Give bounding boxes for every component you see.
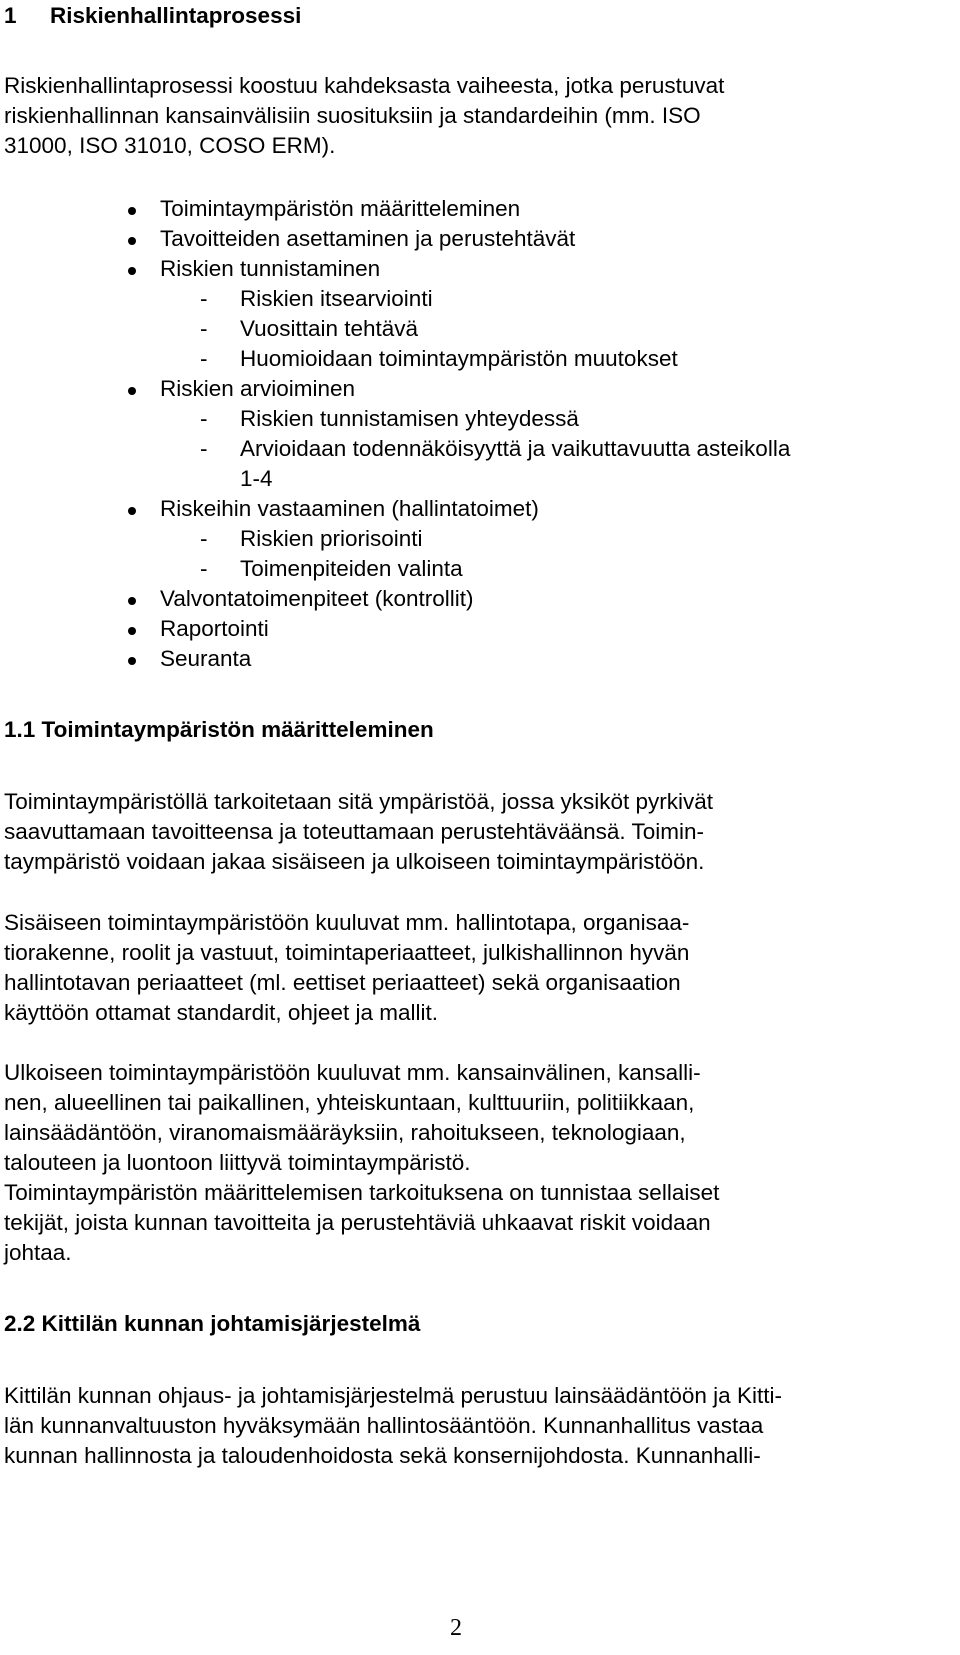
list-item: Toimintaympäristön määritteleminen [160,196,521,221]
paragraph-line: Toimintaympäristön määrittelemisen tarkoituksena on tunnistaa sellaiset [4,1180,720,1205]
paragraph-line: län kunnanvaltuuston hyväksymään hallintosääntöön. Kunnanhallitus vastaa [4,1413,764,1438]
paragraph-line: lainsäädäntöön, viranomaismääräyksiin, rahoitukseen, teknologiaan, [4,1120,686,1145]
intro-line: riskienhallinnan kansainvälisiin suosituksiin ja standardeihin (mm. ISO [4,103,701,128]
list-item: Valvontatoimenpiteet (kontrollit) [160,586,474,611]
sub-list-item-continuation: 1-4 [240,466,273,491]
bullet-icon [128,597,136,605]
dash-marker: - [200,406,208,431]
list-item: Tavoitteiden asettaminen ja perustehtävät [160,226,576,251]
intro-line: Riskienhallintaprosessi koostuu kahdeksasta vaiheesta, jotka perustuvat [4,73,725,98]
list-item: Raportointi [160,616,269,641]
intro-line: 31000, ISO 31010, COSO ERM). [4,133,336,158]
bullet-icon [128,237,136,245]
list-item: Seuranta [160,646,252,671]
dash-marker: - [200,316,208,341]
paragraph-line: Sisäiseen toimintaympäristöön kuuluvat mm. hallintotapa, organisaa- [4,910,690,935]
bullet-icon [128,387,136,395]
paragraph-line: nen, alueellinen tai paikallinen, yhteiskuntaan, kulttuuriin, politiikkaan, [4,1090,695,1115]
paragraph-line: talouteen ja luontoon liittyvä toimintaympäristö. [4,1150,471,1175]
paragraph-line: hallintotavan periaatteet (ml. eettiset periaatteet) sekä organisaation [4,970,681,995]
dash-marker: - [200,286,208,311]
bullet-icon [128,627,136,635]
bullet-icon [128,267,136,275]
sub-list-item: Riskien priorisointi [240,526,423,551]
paragraph-line: tiorakenne, roolit ja vastuut, toimintaperiaatteet, julkishallinnon hyvän [4,940,690,965]
paragraph-line: Ulkoiseen toimintaympäristöön kuuluvat mm. kansainvälinen, kansalli- [4,1060,701,1085]
paragraph-line: Kittilän kunnan ohjaus- ja johtamisjärjestelmä perustuu lainsäädäntöön ja Kitti- [4,1383,782,1408]
bullet-icon [128,657,136,665]
sub-list-item: Huomioidaan toimintaympäristön muutokset [240,346,678,371]
bullet-icon [128,207,136,215]
sub-list-item: Vuosittain tehtävä [240,316,419,341]
heading-title: Riskienhallintaprosessi [50,3,302,28]
paragraph-line: johtaa. [4,1240,72,1265]
sub-list-item: Riskien itsearviointi [240,286,433,311]
paragraph-line: käyttöön ottamat standardit, ohjeet ja mallit. [4,1000,438,1025]
paragraph-line: taympäristö voidaan jakaa sisäiseen ja ulkoiseen toimintaympäristöön. [4,849,705,874]
section-heading: 1.1 Toimintaympäristön määritteleminen [4,717,434,742]
page-number: 2 [450,1615,462,1641]
paragraph-line: Toimintaympäristöllä tarkoitetaan sitä ympäristöä, jossa yksiköt pyrkivät [4,789,714,814]
dash-marker: - [200,436,208,461]
paragraph-line: tekijät, joista kunnan tavoitteita ja perustehtäviä uhkaavat riskit voidaan [4,1210,711,1235]
paragraph-line: saavuttamaan tavoitteensa ja toteuttamaan perustehtäväänsä. Toimin- [4,819,705,844]
bullet-icon [128,507,136,515]
sub-list-item: Arvioidaan todennäköisyyttä ja vaikuttavuutta asteikolla [240,436,791,461]
dash-marker: - [200,526,208,551]
paragraph-line: kunnan hallinnosta ja taloudenhoidosta sekä konsernijohdosta. Kunnanhalli- [4,1443,761,1468]
sub-list-item: Toimenpiteiden valinta [240,556,463,581]
dash-marker: - [200,556,208,581]
heading-number: 1 [4,3,17,28]
list-item: Riskeihin vastaaminen (hallintatoimet) [160,496,539,521]
section-heading: 2.2 Kittilän kunnan johtamisjärjestelmä [4,1311,421,1336]
sub-list-item: Riskien tunnistamisen yhteydessä [240,406,579,431]
list-item: Riskien tunnistaminen [160,256,381,281]
list-item: Riskien arvioiminen [160,376,356,401]
dash-marker: - [200,346,208,371]
